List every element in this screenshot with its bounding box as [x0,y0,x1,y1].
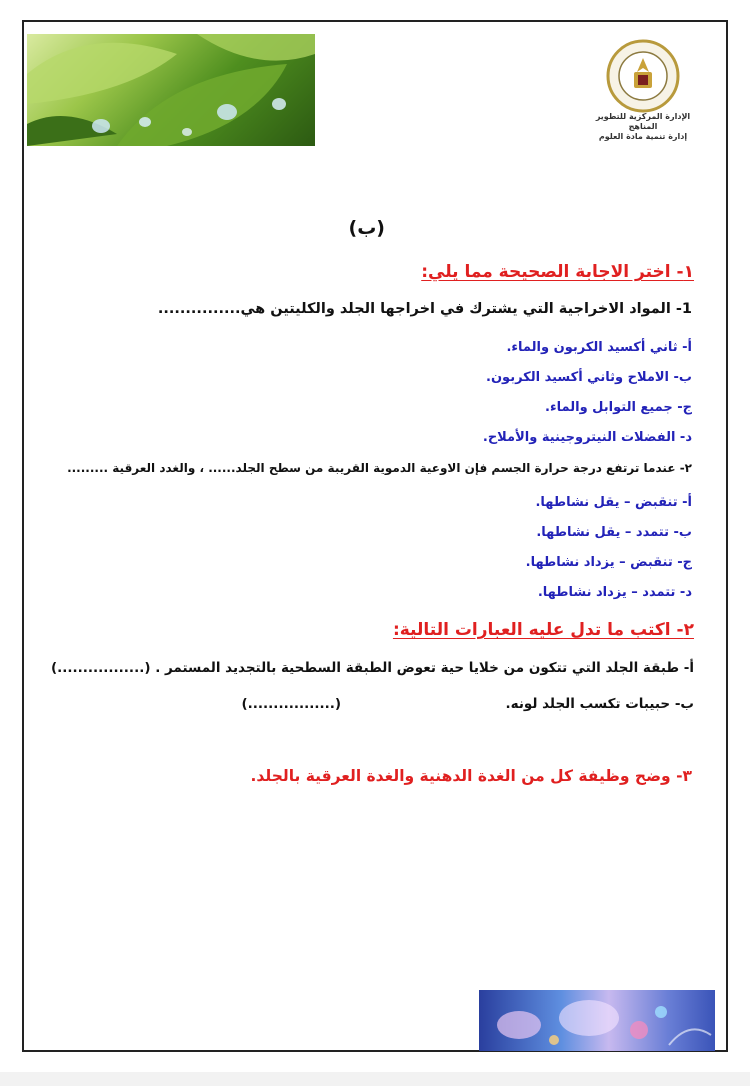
question-1-option-d: د- الفضلات النيتروجينية والأملاح. [482,430,692,445]
question-2-option-d: د- تتمدد – يزداد نشاطها. [537,585,692,600]
form-label: (ب) [348,217,385,239]
question-2-text: ٢- عندما ترتفع درجة حرارة الجسم فإن الاوعية الدموية القريبة من سطح الجلد...... ، والغدد العرقية ......... [67,461,692,475]
logo-caption [585,112,701,142]
biology-banner-image [479,990,715,1051]
section2-item-b: ب- حبيبات تكسب الجلد لونه. (.................) [241,696,694,712]
question-1-option-b: ب- الاملاح وثاني أكسيد الكربون. [486,370,692,385]
section3-title: ٣- وضح وظيفة كل من الغدة الدهنية والغدة العرقية بالجلد. [250,767,692,785]
leaves-photo [27,34,315,146]
question-1-text: 1- المواد الاخراجية التي يشترك في اخراجها الجلد والكليتين هي............... [157,301,692,317]
logo-caption-line1: الإدارة المركزية للتطوير المناهج [595,112,691,131]
question-2-option-a: أ- تنقبض – يقل نشاطها. [535,495,692,510]
section2-item-a: أ- طبقة الجلد التي تتكون من خلايا حية تعوض الطبقة السطحية بالتجديد المستمر . (.................) [50,660,694,676]
question-2-option-c: ج- تنقبض – يزداد نشاطها. [525,555,692,570]
question-2-option-b: ب- تتمدد – يقل نشاطها. [536,525,692,540]
section2-title: ٢- اكتب ما تدل عليه العبارات التالية: [392,620,694,640]
question-1-option-c: ج- جميع التوابل والماء. [545,400,692,415]
logo-caption-line2: إدارة تنمية مادة العلوم [598,132,688,141]
bottom-strip [0,1072,750,1086]
section1-title: ١- اختر الاجابة الصحيحة مما يلي: [421,262,694,282]
question-1-option-a: أ- ثاني أكسيد الكربون والماء. [506,340,692,355]
